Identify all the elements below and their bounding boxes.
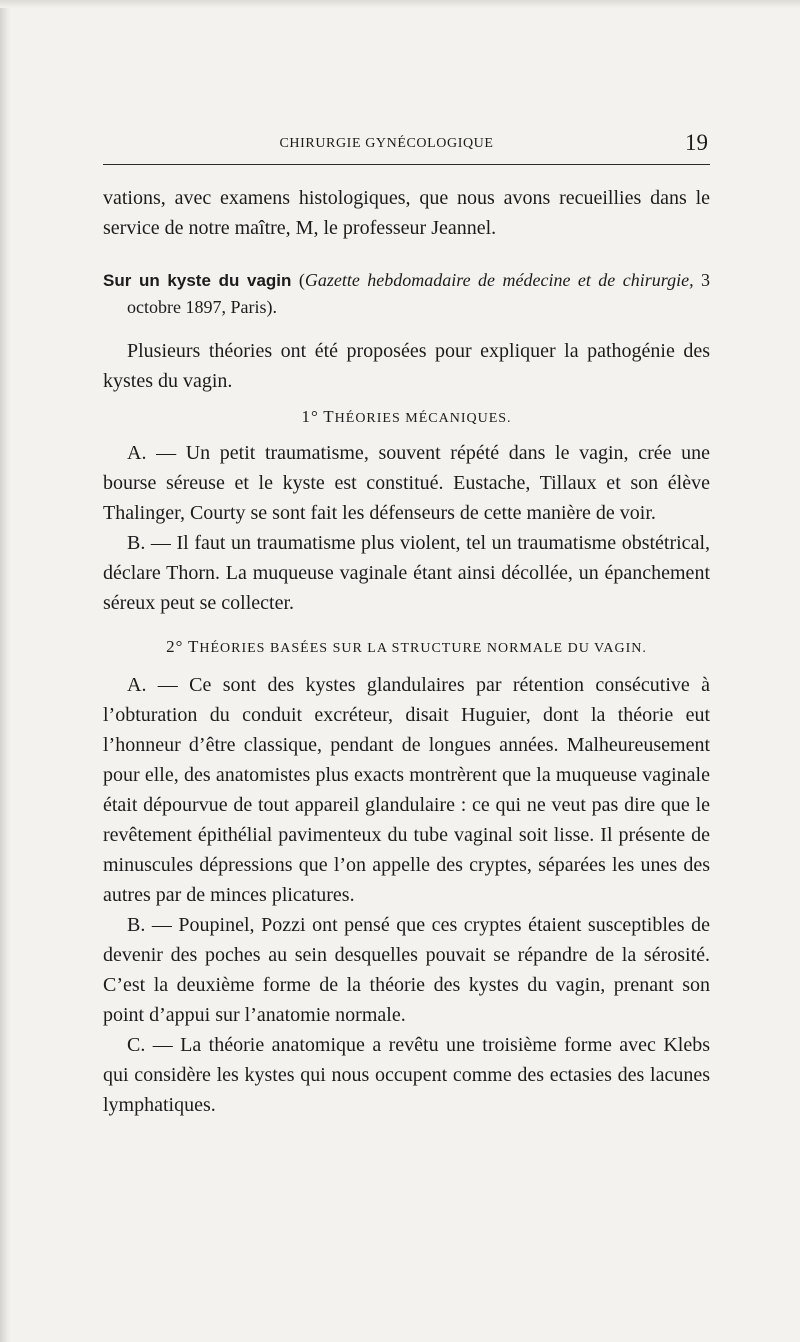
header-rule [103,164,710,165]
section-1-paragraph-b: B. — Il faut un traumatisme plus violent, tel un traumatisme obstétrical, déclare Thorn. La muqueuse vaginale étant ainsi décollée, un épanchement séreux peut se collecter. [103,532,710,614]
opening-paragraph: vations, avec examens histologiques, que nous avons recueillies dans le service de notre maître, M, le professeur Jeannel. [103,187,710,239]
section-1-paragraph-a: A. — Un petit traumatisme, souvent répété dans le vagin, crée une bourse séreuse et le kyste est constitué. Eustache, Tillaux et son élève Thalinger, Courty se sont fait les défenseurs de cette manière de voir. [103,442,710,524]
section-heading-2 [103,634,710,662]
section-2-paragraph-c: C. — La théorie anatomique a revêtu une troisième forme avec Klebs qui considère les kystes qui nous occupent comme des ectasies des lacunes lymphatiques. [103,1034,710,1116]
citation-date-place: 3 octobre 1897, Paris). [127,270,711,317]
citation-open-paren: ( [298,270,305,290]
running-head [103,128,710,162]
book-page [103,128,710,1120]
section-2-initial: T [187,637,200,656]
section-1-title: HÉORIES MÉCANIQUES. [334,411,512,426]
article-citation [103,267,710,320]
section-2-title: HÉORIES BASÉES SUR LA STRUCTURE NORMALE DU VAGIN. [199,641,647,656]
section-1-number: 1° [301,407,319,426]
page-edge-shadow [0,0,10,1342]
page-top-shadow [0,0,800,8]
section-heading-1 [103,404,710,432]
article-title: Sur un kyste du vagin [103,271,292,290]
section-1-initial: T [323,407,335,426]
section-2-paragraph-a: A. — Ce sont des kystes glandulaires par rétention consécutive à l’obturation du conduit excréteur, disait Huguier, dont la théorie eut l’honneur d’être classique, pendant de longues années. Malheureusement pour elle, des anatomistes plus exacts montrèrent que la muqueuse vaginale était dépourvue de tout appareil glandulaire : ce qui ne veut pas dire que le revêtement épithélial pavimenteux du tube vaginal soit lisse. Il présente de minuscules dépressions que l’on appelle des cryptes, séparées les unes des autres par de minces plicatures. [103,674,710,906]
page-number: 19 [685,130,708,155]
journal-name: Gazette hebdomadaire de médecine et de chirurgie, [304,270,694,290]
running-title: CHIRURGIE GYNÉCOLOGIQUE [279,136,494,151]
intro-paragraph: Plusieurs théories ont été proposées pour expliquer la pathogénie des kystes du vagin. [103,340,710,392]
section-2-paragraph-b: B. — Poupinel, Pozzi ont pensé que ces cryptes étaient susceptibles de devenir des poches au sein desquelles pouvait se répandre de la sérosité. C’est la deuxième forme de la théorie des kystes du vagin, prenant son point d’appui sur l’anatomie normale. [103,914,710,1026]
section-2-number: 2° [166,637,184,656]
